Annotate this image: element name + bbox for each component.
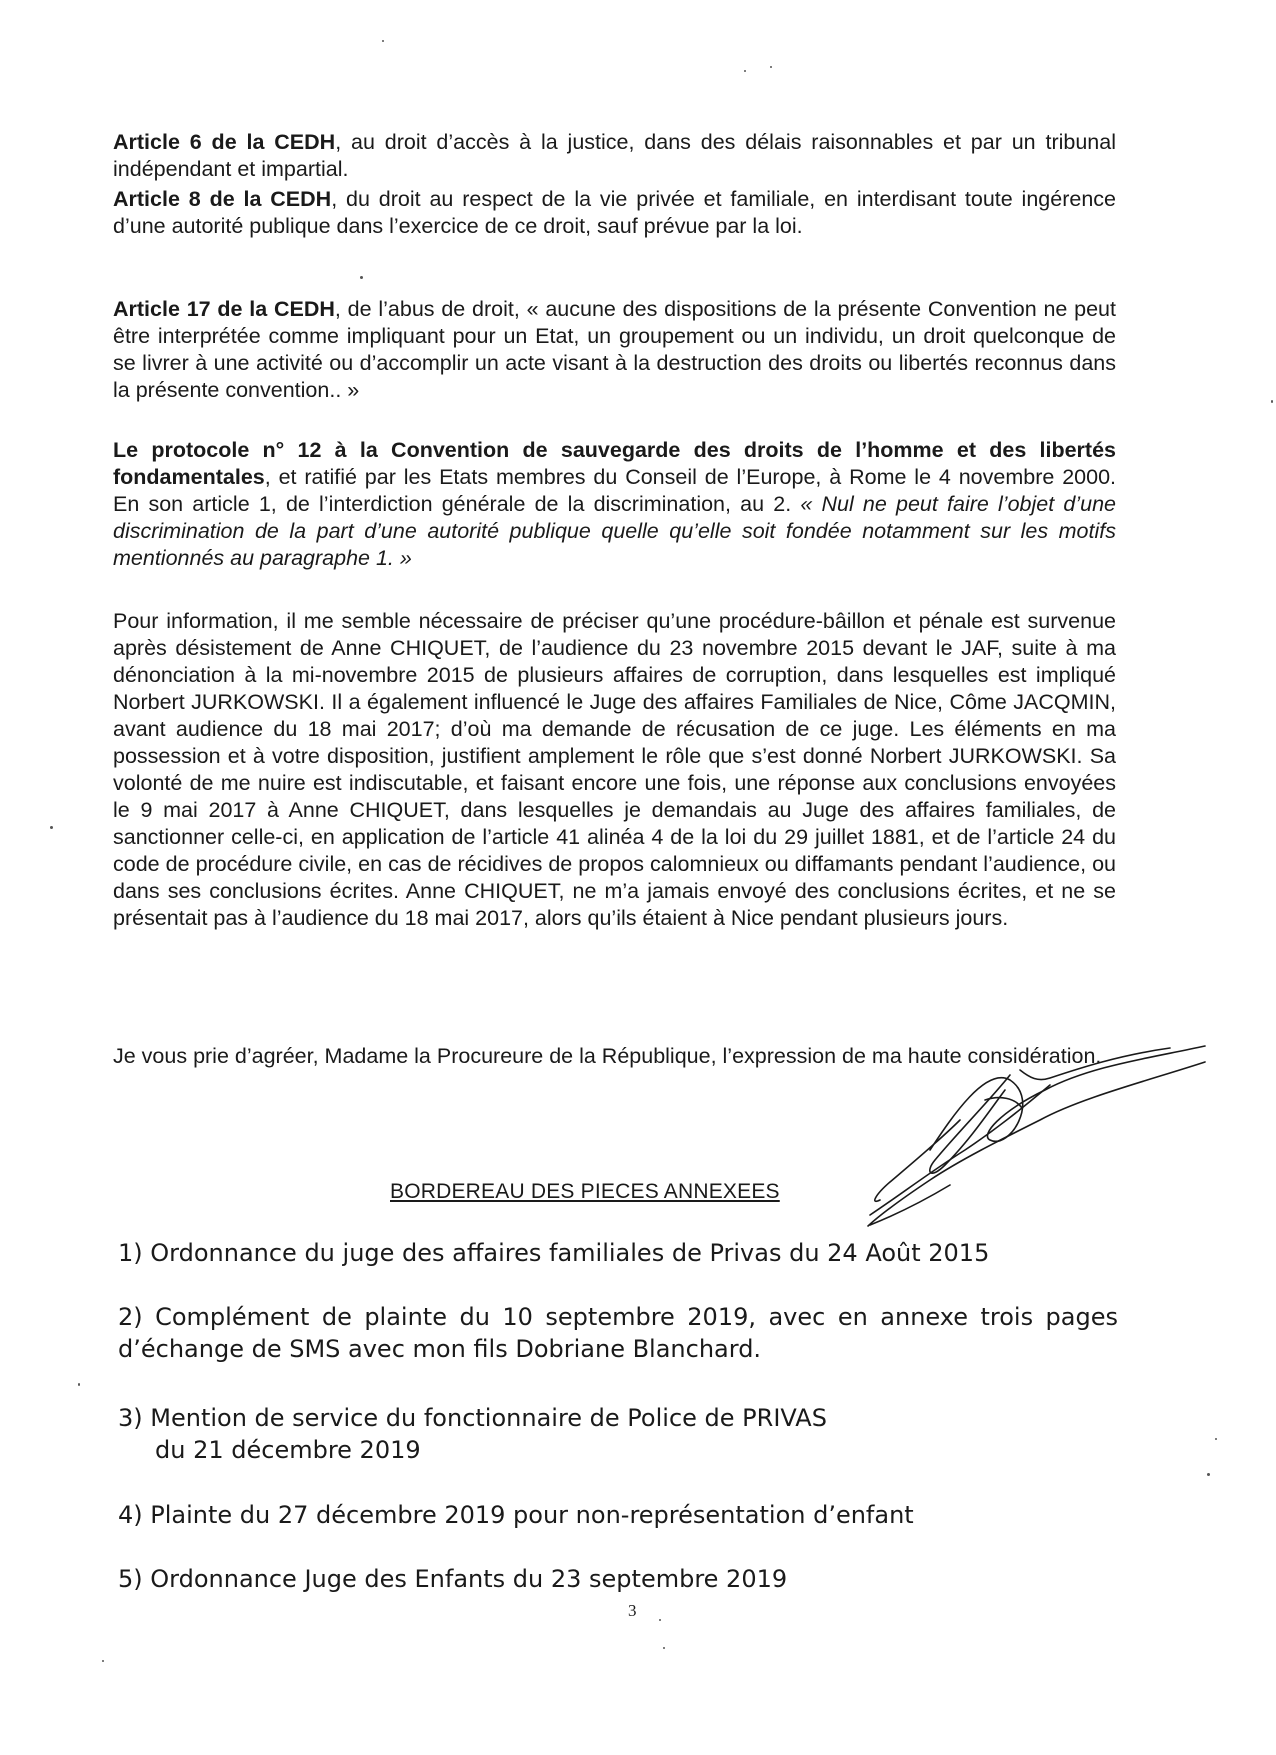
annex-item-3: 3) Mention de service du fonctionnaire de Police de PRIVAS (118, 1404, 827, 1432)
article-8-text: , du droit au respect de la vie privée et familiale, en interdisant toute ingérence d’une autorité publique dans l’exercice de ce droit, sauf prévue par la loi. (113, 187, 1116, 238)
article-6-text: , au droit d’accès à la justice, dans des délais raisonnables et par un tribunal indépendant et impartial. (113, 130, 1116, 181)
annex-item-4: 4) Plainte du 27 décembre 2019 pour non-représentation d’enfant (118, 1501, 914, 1529)
annex-item-3-continuation: du 21 décembre 2019 (155, 1436, 421, 1464)
article-6-heading: Article 6 de la CEDH (113, 130, 336, 154)
protocol-12-heading: Le protocole n° 12 à la Convention de sauvegarde des droits de l’homme et des libertés fondamentales (113, 438, 1116, 489)
annex-item-5: 5) Ordonnance Juge des Enfants du 23 septembre 2019 (118, 1565, 788, 1593)
scan-speck (1215, 1438, 1217, 1440)
protocol-12-quote: « Nul ne peut faire l’objet d’une discrimination de la part d’une autorité publique quelle qu’elle soit fondée notamment sur les motifs mentionnés au paragraphe 1. » (113, 492, 1116, 570)
closing-paragraph: Je vous prie d’agréer, Madame la Procureure de la République, l’expression de ma haute considération. (113, 1044, 1102, 1068)
scan-speck (744, 70, 746, 72)
information-paragraph: Pour information, il me semble nécessaire de préciser qu’une procédure-bâillon et pénale est survenue après désistement de Anne CHIQUET, de l’audience du 23 novembre 2015 devant le JAF, suite à ma dénonciation à la mi-novembre 2015 de plusieurs affaires de corruption, dans lesquelles est impliqué Norbert JURKOWSKI. Il a également influencé le Juge des affaires Familiales de Nice, Côme JACQMIN, avant audience du 18 mai 2017; d’où ma demande de récusation de ce juge. Les éléments en ma possession et à votre disposition, justifient amplement le rôle que s’est donné Norbert JURKOWSKI. Sa volonté de me nuire est indiscutable, et faisant encore une fois, une réponse aux conclusions envoyées le 9 mai 2017 à Anne CHIQUET, dans lesquelles je demandais au Juge des affaires familiales, de sanctionner celle-ci, en application de l’article 41 alinéa 4 de la loi du 29 juillet 1881, et de l’article 24 du code de procédure civile, en cas de récidives de propos calomnieux ou diffamants pendant l’audience, ou dans ses conclusions écrites. Anne CHIQUET, ne m’a jamais envoyé des conclusions écrites, et ne se présentait pas à l’audience du 18 mai 2017, alors qu’ils étaient à Nice pendant plusieurs jours. (113, 609, 1116, 930)
scan-speck (50, 826, 53, 829)
scan-speck (663, 1647, 665, 1649)
article-17-text: , de l’abus de droit, « aucune des dispositions de la présente Convention ne peut être interprétée comme impliquant pour un Etat, un groupement ou un individu, un droit quelconque de se livrer à une activité ou d’accomplir un acte visant à la destruction des droits ou libertés reconnus dans la présente convention.. » (113, 297, 1116, 402)
article-17-paragraph (113, 296, 1116, 404)
scan-speck (1207, 1473, 1210, 1476)
article-8-paragraph (113, 186, 1116, 240)
annex-item-2: 2) Complément de plainte du 10 septembre 2019, avec en annexe trois pages d’échange de SMS avec mon fils Dobriane Blanchard. (118, 1303, 1118, 1363)
scan-speck (659, 1619, 661, 1621)
scan-speck (360, 276, 363, 279)
page-number: 3 (628, 1601, 637, 1620)
scan-speck (78, 1383, 80, 1386)
protocol-12-paragraph (113, 437, 1116, 572)
scan-speck (102, 1660, 104, 1662)
protocol-12-text: , et ratifié par les Etats membres du Conseil de l’Europe, à Rome le 4 novembre 2000. En son article 1, de l’interdiction générale de la discrimination, au 2. (113, 465, 1116, 516)
scan-speck (382, 40, 384, 42)
article-6-paragraph (113, 129, 1116, 183)
annex-item-1: 1) Ordonnance du juge des affaires familiales de Privas du 24 Août 2015 (118, 1239, 990, 1267)
scan-speck (770, 66, 772, 68)
bordereau-title: BORDEREAU DES PIECES ANNEXEES (390, 1180, 780, 1203)
article-8-heading: Article 8 de la CEDH (113, 187, 332, 211)
scan-speck (1271, 400, 1273, 403)
article-17-heading: Article 17 de la CEDH (113, 297, 335, 321)
